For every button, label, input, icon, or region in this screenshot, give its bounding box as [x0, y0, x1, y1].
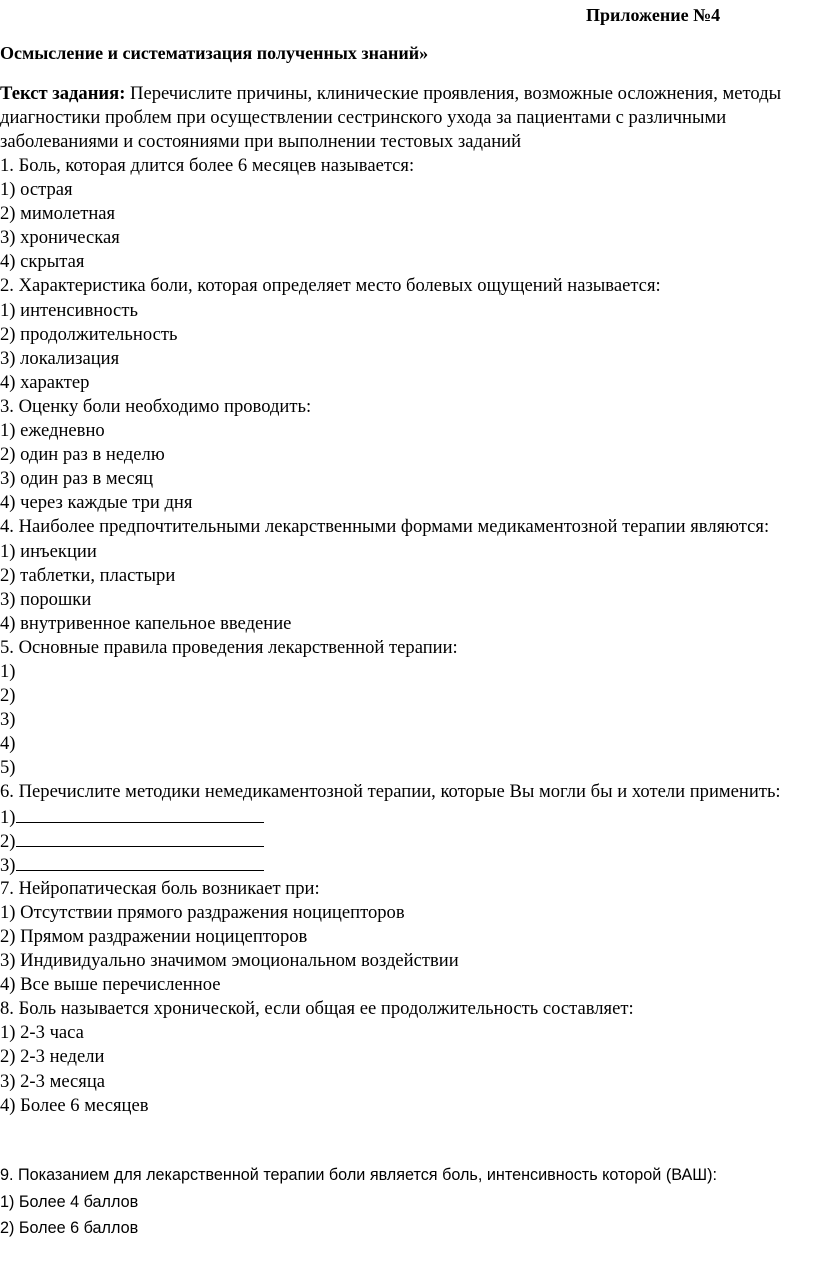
q8-option-2: 2) 2-3 недели [0, 1046, 105, 1068]
q5-option-5: 5) [0, 757, 16, 779]
question-9: 9. Показанием для лекарственной терапии боли является боль, интенсивность которой (ВАШ): [0, 1166, 717, 1184]
q4-option-2: 2) таблетки, пластыри [0, 564, 176, 586]
q2-option-1: 1) интенсивность [0, 299, 138, 321]
q4-option-3: 3) порошки [0, 588, 92, 610]
q5-option-3: 3) [0, 709, 16, 731]
question-4: 4. Наиболее предпочтительными лекарственными формами медикаментозной терапии являются: [0, 516, 770, 538]
q8-option-3: 3) 2-3 месяца [0, 1070, 106, 1092]
task-label: Текст задания: [0, 83, 126, 104]
section-heading: Осмысление и систематизация полученных знаний» [0, 43, 429, 63]
q2-option-3: 3) локализация [0, 347, 120, 369]
q6-answer-2 [0, 829, 812, 853]
q6-answer-1-blank[interactable] [16, 805, 264, 823]
task-text: Перечислите причины, клинические проявления, возможные осложнения, методы диагностики проблем при осуществлении сестринского ухода за пациентами с различными заболеваниями и состояниями при выполнении тестовых заданий [0, 83, 782, 152]
question-3: 3. Оценку боли необходимо проводить: [0, 395, 312, 417]
q1-option-4: 4) скрытая [0, 251, 85, 273]
q9-option-1: 1) Более 4 баллов [0, 1192, 139, 1211]
question-9-block [0, 1162, 812, 1242]
q3-option-1: 1) ежедневно [0, 420, 105, 442]
q6-answer-3-blank[interactable] [16, 853, 264, 871]
q6-answer-3 [0, 853, 812, 877]
q6-answer-2-number: 2) [0, 830, 16, 852]
q6-answer-1-number: 1) [0, 806, 16, 828]
task-paragraph [0, 82, 812, 154]
q9-option-2: 2) Более 6 баллов [0, 1219, 139, 1237]
q6-answer-1 [0, 805, 812, 829]
q1-option-1: 1) острая [0, 179, 73, 201]
q5-option-2: 2) [0, 685, 16, 707]
question-2: 2. Характеристика боли, которая определяет место болевых ощущений называется: [0, 275, 661, 297]
q8-option-4: 4) Более 6 месяцев [0, 1094, 149, 1116]
question-6: 6. Перечислите методики немедикаментозной терапии, которые Вы могли бы и хотели применить: [0, 781, 781, 803]
appendix-label: Приложение №4 [586, 5, 721, 25]
q1-option-3: 3) хроническая [0, 227, 120, 249]
q8-option-1: 1) 2-3 часа [0, 1022, 84, 1044]
question-7: 7. Нейропатическая боль возникает при: [0, 877, 320, 899]
q5-option-4: 4) [0, 733, 16, 755]
question-1: 1. Боль, которая длится более 6 месяцев называется: [0, 155, 415, 176]
q5-option-1: 1) [0, 660, 16, 682]
q2-option-2: 2) продолжительность [0, 323, 178, 345]
q3-option-4: 4) через каждые три дня [0, 492, 193, 514]
q7-option-3: 3) Индивидуально значимом эмоциональном воздействии [0, 950, 459, 972]
q3-option-2: 2) один раз в неделю [0, 444, 165, 466]
q2-option-4: 4) характер [0, 371, 90, 393]
q7-option-4: 4) Все выше перечисленное [0, 974, 221, 996]
q7-option-2: 2) Прямом раздражении ноцицепторов [0, 926, 308, 947]
q1-option-2: 2) мимолетная [0, 203, 116, 225]
q7-option-1: 1) Отсутствии прямого раздражения ноцицепторов [0, 901, 405, 923]
q6-answer-2-blank[interactable] [16, 829, 264, 847]
question-list [0, 154, 812, 1118]
question-8: 8. Боль называется хронической, если общая ее продолжительность составляет: [0, 998, 634, 1020]
q4-option-1: 1) инъекции [0, 540, 97, 562]
q6-answer-3-number: 3) [0, 854, 16, 876]
question-5: 5. Основные правила проведения лекарственной терапии: [0, 636, 458, 658]
q3-option-3: 3) один раз в месяц [0, 468, 154, 490]
q4-option-4: 4) внутривенное капельное введение [0, 612, 292, 634]
